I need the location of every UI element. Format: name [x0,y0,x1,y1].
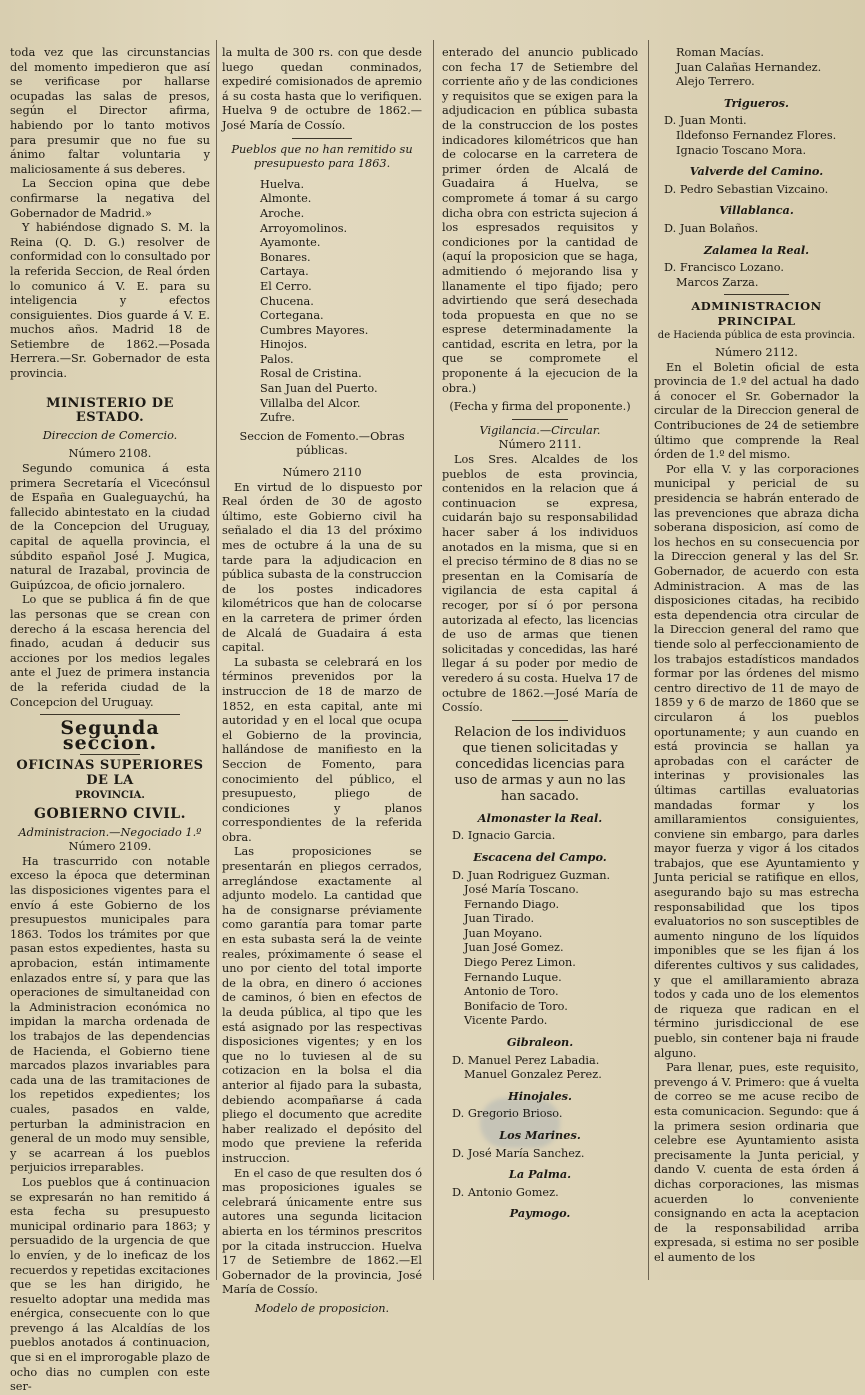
paragraph: toda vez que las circunstancias del momento impedieron que así se verificase por hallarse ocupadas las salas de presos, según el Director afirma, habiendo por lo tanto motivos para presumir que no fue su ánimo faltar voluntaria y maliciosamente á sus deberes. [10,46,210,176]
article-number: Número 2112. [715,346,798,360]
person-name: Alejo Terrero. [676,75,755,89]
name-list [442,1054,638,1083]
name-list [442,829,638,844]
subheading: Modelo de proposicion. [254,1301,390,1315]
towns-list [222,178,422,426]
section-heading: OFICINAS SUPERIORES DE LA [16,758,204,788]
town-heading: Almonaster la Real. [477,810,603,825]
column-1 [10,46,210,1394]
paragraph: Para llenar, pues, este requisito, prevengo á V. Primero: que á vuelta de correo se me acuse recibo de esta comunicacion. Segundo: que á la primera sesion ordinaria que celebre ese Ayuntamiento asista precisamente la Junta pericial, y dando V. cuenta de esta órden á dichas corporaciones, las mismas acuerden lo conveniente consignando en acta la aceptacion de la responsabilidad arriba expresada, si estima no ser posible el aumento de los [654,1061,859,1264]
town-heading: Valverde del Camino. [689,164,824,179]
person-name: D. Ignacio Garcia. [452,829,556,843]
article-number: Número 2111. [498,438,582,452]
name-list [442,869,638,1030]
person-name: D. Juan Bolaños. [664,221,759,235]
town-heading: Hinojales. [508,1088,572,1103]
person-name: Bonifacio de Toro. [464,999,568,1013]
town-heading: Trigueros. [724,95,789,110]
paragraph: En virtud de lo dispuesto por Real órden de 30 de agosto último, este Gobierno civil ha señalado el dia 13 del próximo mes de octubre á la una de su tarde para la adjudicacion en pública subasta de la construccion de los postes indicadores kilométricos que han de colocarse en la carretera de primer órden de Alcalá de Guadaira á esta capital. [222,480,422,655]
section-heading: ADMINISTRACION PRINCIPAL [691,299,822,328]
column-rule [648,40,649,1280]
list-heading: Pueblos que no han remitido su presupuesto para 1863. [231,142,413,171]
town-item: Aroche. [260,206,305,220]
name-list [654,46,859,90]
town-item: Bonares. [260,250,311,264]
paragraph: Ha trascurrido con notable exceso la época que determinan las disposiciones vigentes para el envío á este Gobierno de los presupuestos municipales para 1863. Todos los trámites por que pasan estos expedientes, hasta su aprobacion, están intimamente enlazados entre sí, y para que las operaciones de simultaneidad con la Administracion económica no impidan la marcha ordenada de los trabajos de las dependencias de Hacienda, el Gobierno tiene marcados plazos invariables para cada una de las tramitaciones de los repetidos expedientes; los cuales, pasados en valde, perturban la administracion en general de un modo muy sensible, y se acarrean á los pueblos perjuicios irreparables. [10,854,210,1175]
article-number: Número 2109. [68,840,152,854]
person-name: Juan Tirado. [464,912,535,926]
person-name: D. Juan Rodriguez Guzman. [452,868,611,882]
section-heading: MINISTERIO DE ESTADO. [46,395,174,426]
town-item: San Juan del Puerto. [260,382,378,396]
town-item: Rosal de Cristina. [260,367,362,381]
subheading: Vigilancia.—Circular. [479,423,601,437]
person-name: D. Antonio Gomez. [452,1185,559,1199]
town-item: Cartaya. [260,265,309,279]
divider [512,419,568,420]
person-name: D. Juan Monti. [664,114,747,128]
town-item: Hinojos. [260,338,308,352]
town-item: Arroyomolinos. [260,221,348,235]
paragraph: Por ella V. y las corporaciones municipal y pericial de su presidencia se habrán enterado de las prevenciones que abraza dicha soberana disposicion, así como de los hechos en su consecuencia por la Direccion general y las del Sr. Gobernador, de acuerdo con esta Administracion. A mas de las disposiciones citadas, ha recibido esta dependencia otra circular de la Direccion general del ramo que tiende solo al perfeccionamiento de los trabajos estadísticos mandados formar por las órdenes del mismo centro directivo de 11 de mayo de 1859 y 6 de marzo de 1860 que se circularon á los pueblos oportunamente; y aun cuando en está provincia se hallan ya aprobadas con el carácter de interinas y provisionales las últimas cartillas evaluatorias mandadas formar y los amillaramientos consiguientes, conviene sin embargo, para darles mayor fuerza y vigor á los citados trabajos, que ese Ayuntamiento y Junta pericial se ratifique en ellos, asegurando bajo su mas estrecha responsabilidad que los tipos evaluatorios no son susceptibles de aumento ninguno de los líquidos imponibles que se les fijan á los diferentes cultivos y sus calidades, y que el amillaramiento abraza todos y cada uno de los elementos de riqueza que radican en el término jurisdiccional de ese pueblo, sin contener baja ni fraude alguno. [654,462,859,1060]
article-number: Número 2110 [282,466,362,480]
column-rule [433,40,434,1280]
paragraph: Y habiéndose dignado S. M. la Reina (Q. D. G.) resolver de conformidad con lo consultado por la referida Seccion, de Real órden lo comunico á V. E. para su inteligencia y efectos consiguientes. Dios guarde á V. E. muchos años. Madrid 18 de Setiembre de 1862.—Posada Herrera.—Sr. Gobernador de esta provincia. [10,221,210,381]
person-name: Roman Macías. [676,46,764,59]
town-heading: Escacena del Campo. [473,849,607,864]
section-heading: GOBIERNO CIVIL. [33,806,187,823]
person-name: D. Manuel Perez Labadia. [452,1053,600,1067]
person-name: Diego Perez Limon. [464,956,576,970]
town-item: Cumbres Mayores. [260,323,369,337]
divider [512,720,568,721]
person-name: Vicente Pardo. [464,1014,548,1028]
paragraph: Lo que se publica á fin de que las personas que se crean con derecho á la escasa herencia del finado, acudan á deducir sus acciones por los medios legales ante el Juez de primera instancia de la referida ciudad de la Concepcion del Uruguay. [10,593,210,709]
person-name: D. Gregorio Brioso. [452,1107,563,1121]
signature-note: (Fecha y firma del proponente.) [449,400,631,414]
divider [724,294,789,295]
name-list [442,1147,638,1162]
paragraph: La Seccion opina que debe confirmarse la negativa del Gobernador de Madrid.» [10,177,210,220]
town-item: Zufre. [260,411,295,425]
paragraph: enterado del anuncio publicado con fecha 17 de Setiembre del corriente año y de las condiciones y requisitos que se exigen para la adjudicacion en pública subasta de la construccion de los postes indicadores kilométricos que han de colocarse en la carretera de primer órden de Alcalá de Guadaira á Huelva, se compromete á tomar á su cargo dicha obra con estricta sujecion á los espresados requisitos y condiciones por la cantidad de (aquí la proposicion que se haga, admitiendo ó mejorando lisa y llanamente el tipo fijado; pero advirtiendo que será desechada toda propuesta en que no se esprese determinadamente la cantidad, escrita en letra, por la que se compromete el proponente á la ejecucion de la obra.) [442,46,638,395]
paragraph: Segundo comunica á esta primera Secretaría el Vicecónsul de España en Gualeguaychú, ha fallecido abintestato en la ciudad de la Concepcion del Uruguay, capital de aquella provincia, el súbdito español José J. Mugica, natural de Irazabal, provincia de Guipúzcoa, de oficio jornalero. [10,462,210,592]
town-item: El Cerro. [260,279,312,293]
person-name: Ildefonso Fernandez Flores. [676,128,837,142]
person-name: D. José María Sanchez. [452,1146,585,1160]
person-name: D. Francisco Lozano. [664,261,785,275]
article-number: Número 2108. [68,447,152,461]
name-list [442,1107,638,1122]
person-name: José María Toscano. [464,883,579,897]
person-name: Ignacio Toscano Mora. [676,143,807,157]
name-list [654,222,859,237]
town-item: Cortegana. [260,309,324,323]
subheading: de Hacienda pública de esta provincia. [657,329,856,341]
subheading: Direccion de Comercio. [42,428,178,442]
paragraph: Los Sres. Alcaldes de los pueblos de esta provincia, contenidos en la relacion que á continuacion se expresa, cuidarán bajo su responsabilidad hacer saber á los individuos anotados en la misma, que si en el preciso término de 8 dias no se presentan en la Comisaría de vigilancia de esta capital á recoger, por sí ó por persona autorizada al efecto, las licencias de uso de armas que tienen solicitadas y concedidas, las haré llegar á su poder por medio de veredero á su costa. Huelva 17 de octubre de 1862.—José María de Cossío. [442,453,638,715]
town-item: Chucena. [260,294,314,308]
column-rule [216,40,217,1280]
column-2 [222,46,422,1315]
town-item: Almonte. [260,192,312,206]
paragraph: En el Boletin oficial de esta provincia de 1.º del actual ha dado á conocer el Sr. Gobernador la circular de la Direccion general de Contribuciones de 24 de setiembre último que comprende la Real órden de 1.º del mismo. [654,360,859,462]
paragraph: la multa de 300 rs. con que desde luego quedan conminados, expediré comisionados de apremio á su costa hasta que lo verifiquen. Huelva 9 de octubre de 1862.—José María de Cossío. [222,46,422,132]
town-heading: Zalamea la Real. [703,242,810,257]
paragraph: La subasta se celebrará en los términos prevenidos por la instruccion de 18 de marzo de 1852, en esta capital, ante mi autoridad y en el local que ocupa el Gobierno de la provincia, hallándose de manifiesto en la Seccion de Fomento, para conocimiento del público, el presupuesto, pliego de condiciones y planos correspondientes de la referida obra. [222,655,422,844]
person-name: Manuel Gonzalez Perez. [464,1068,602,1082]
person-name: Juan Calañas Hernandez. [676,60,822,74]
subheading: Seccion de Fomento.—Obras públicas. [239,429,405,458]
divider [80,754,140,755]
subheading: Administracion.—Negociado 1.º [18,825,202,839]
person-name: Marcos Zarza. [676,275,759,289]
column-3 [442,46,638,1274]
town-item: Ayamonte. [260,236,321,250]
town-heading: La Palma. [508,1167,572,1182]
person-name: Antonio de Toro. [464,985,559,999]
name-list [654,114,859,158]
section-title: Segunda seccion. [60,717,160,754]
person-name: Fernando Diago. [464,897,560,911]
town-item: Palos. [260,352,294,366]
list-heading: Relacion de los individuos que tienen solicitadas y concedidas licencias para uso de armas y aun no las han sacado. [454,724,626,804]
person-name: Juan Moyano. [464,926,543,940]
name-list [654,183,859,198]
divider [292,138,352,139]
paragraph: En el caso de que resulten dos ó mas proposiciones iguales se celebrará únicamente entre sus autores una segunda licitacion abierta en los términos prescritos por la citada instruccion. Huelva 17 de Setiembre de 1862.—El Gobernador de la provincia, José María de Cossío. [222,1166,422,1297]
person-name: Juan José Gomez. [464,941,564,955]
town-heading: Los Marines. [499,1128,581,1142]
person-name: Fernando Luque. [464,970,562,984]
name-list [654,261,859,290]
divider [40,714,180,715]
town-item: Villalba del Alcor. [260,396,361,410]
town-heading: Gibraleon. [506,1035,574,1050]
town-item: Huelva. [260,177,305,191]
paragraph: Los pueblos que á continuacion se expresarán no han remitido á esta fecha su presupuesto municipal ordinario para 1863; y persuadido de la urgencia de que lo envíen, y de lo ineficaz de los recuerdos y repetidas excitaciones que se les han dirigido, he resuelto adoptar una medida mas enérgica, consecuente con lo que prevengo á las Alcaldías de los pueblos anotados á continuacion, que si en el improrogable plazo de ocho dias no cumplen con este ser- [10,1175,210,1394]
section-heading: PROVINCIA. [75,789,145,801]
name-list [442,1186,638,1201]
town-heading: Villablanca. [719,203,794,218]
column-4 [654,46,859,1274]
town-heading: Paymogo. [509,1206,571,1221]
person-name: D. Pedro Sebastian Vizcaino. [664,182,829,196]
paragraph: Las proposiciones se presentarán en pliegos cerrados, arreglándose exactamente al adjunto modelo. La cantidad que ha de consignarse préviamente como garantía para tomar parte en esta subasta será la de veinte reales, próximamente ó sease el uno por ciento del total importe de la obra, en dinero ó acciones de caminos, ó bien en efectos de la deuda pública, al tipo que les está asignado por las respectivas disposiciones vigentes; y en los que no lo tuviesen al de su cotizacion en la bolsa el dia anterior al fijado para la subasta, debiendo acompañarse á cada pliego el documento que acredite haber realizado el depósito del modo que previene la referida instruccion. [222,845,422,1165]
